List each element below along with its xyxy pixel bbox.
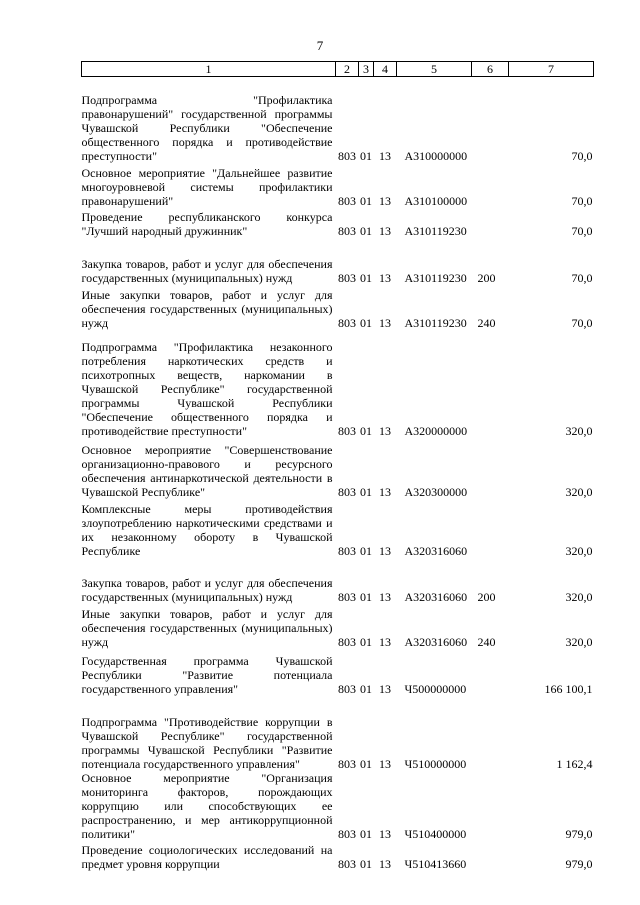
page-number: 7 <box>316 38 324 53</box>
row-vr <box>472 438 509 499</box>
row-pr: 13 <box>379 270 391 285</box>
table-row <box>82 330 594 438</box>
row-rz: 01 <box>360 270 372 285</box>
table-row <box>82 438 594 499</box>
table-row <box>82 285 594 330</box>
row-csr: А310119230 <box>404 270 467 285</box>
row-csr: А310119230 <box>404 223 467 238</box>
row-sum: 70,0 <box>571 270 593 285</box>
row-pr: 13 <box>379 484 391 499</box>
row-name: Проведение социологических исследований на предмет уровня коррупции <box>81 842 333 871</box>
row-csr: Ч510400000 <box>404 826 467 841</box>
row-vr <box>472 841 509 871</box>
row-rz: 01 <box>360 193 372 208</box>
row-sum: 320,0 <box>565 634 593 649</box>
row-rz: 01 <box>360 148 372 163</box>
row-vr <box>472 649 509 696</box>
row-pr: 13 <box>379 681 391 696</box>
row-pr: 13 <box>379 193 391 208</box>
row-csr: Ч500000000 <box>404 681 467 696</box>
row-csr: Ч510000000 <box>404 756 467 771</box>
row-rz: 01 <box>360 589 372 604</box>
row-csr: А320316060 <box>404 543 468 558</box>
header-col-2: 2 <box>336 62 359 77</box>
header-col-6: 6 <box>472 62 509 77</box>
row-rz: 01 <box>360 756 372 771</box>
row-pr: 13 <box>379 423 391 438</box>
budget-table <box>81 61 594 871</box>
row-pr: 13 <box>379 756 391 771</box>
row-vr <box>472 499 509 558</box>
row-vr <box>472 696 509 771</box>
table-row <box>82 604 594 649</box>
table-row <box>82 771 594 841</box>
row-pr: 13 <box>379 826 391 841</box>
row-grbs: 803 <box>338 589 356 604</box>
row-name: Государственная программа Чувашской Республики "Развитие потенциала государственного управления" <box>81 653 333 696</box>
row-vr <box>472 330 509 438</box>
row-rz: 01 <box>360 856 372 871</box>
row-name: Подпрограмма "Противодействие коррупции в Чувашской Республике" государственной программы Чувашской Республики "Развитие потенциала государственного управления" <box>81 714 333 771</box>
row-sum: 1 162,4 <box>556 756 593 771</box>
row-grbs: 803 <box>338 634 356 649</box>
row-csr: А310119230 <box>404 315 467 330</box>
row-csr: А320316060 <box>404 634 468 649</box>
row-vr <box>472 77 509 163</box>
table-header <box>82 62 594 77</box>
header-col-5: 5 <box>397 62 472 77</box>
row-name: Основное мероприятие "Организация мониторинга факторов, порождающих коррупцию или способствующих ее распространению, и мер антикоррупционной политики" <box>81 770 333 841</box>
row-rz: 01 <box>360 681 372 696</box>
row-csr: А320300000 <box>404 484 468 499</box>
row-pr: 13 <box>379 148 391 163</box>
row-pr: 13 <box>379 223 391 238</box>
table-row <box>82 77 594 163</box>
row-name: Закупка товаров, работ и услуг для обеспечения государственных (муниципальных) нужд <box>81 575 333 604</box>
row-vr: 200 <box>477 589 496 604</box>
row-vr <box>472 771 509 841</box>
row-rz: 01 <box>360 826 372 841</box>
row-sum: 166 100,1 <box>544 681 593 696</box>
row-rz: 01 <box>360 543 372 558</box>
row-name: Комплексные меры противодействия злоупотреблению наркотическими средствами и их незаконному обороту в Чувашской Республике <box>81 501 333 558</box>
row-grbs: 803 <box>338 681 356 696</box>
row-name: Проведение республиканского конкурса "Лучший народный дружинник" <box>81 209 333 238</box>
row-csr: А320000000 <box>404 423 468 438</box>
row-name: Подпрограмма "Профилактика незаконного потребления наркотических средств и психотропных веществ, наркомании в Чувашской Республике" государственной программы Чувашской Республики "Обеспечение общественного порядка и противодействие преступности" <box>81 339 333 438</box>
table-row <box>82 841 594 871</box>
row-sum: 320,0 <box>565 484 593 499</box>
row-grbs: 803 <box>338 756 356 771</box>
row-name: Подпрограмма "Профилактика правонарушений" государственной программы Чувашской Республики "Обеспечение общественного порядка и противодействие преступности" <box>81 92 333 163</box>
row-grbs: 803 <box>338 543 356 558</box>
header-col-7: 7 <box>509 62 594 77</box>
row-rz: 01 <box>360 315 372 330</box>
row-csr: Ч510413660 <box>404 856 467 871</box>
row-sum: 70,0 <box>571 223 593 238</box>
row-grbs: 803 <box>338 856 356 871</box>
row-pr: 13 <box>379 589 391 604</box>
header-col-4: 4 <box>374 62 397 77</box>
row-grbs: 803 <box>338 826 356 841</box>
row-grbs: 803 <box>338 423 356 438</box>
row-vr: 200 <box>477 270 496 285</box>
row-rz: 01 <box>360 223 372 238</box>
row-vr <box>472 208 509 238</box>
row-sum: 320,0 <box>565 543 593 558</box>
row-csr: А310100000 <box>404 193 468 208</box>
header-col-1: 1 <box>82 62 336 77</box>
row-csr: А310000000 <box>404 148 468 163</box>
row-vr: 240 <box>477 315 496 330</box>
row-grbs: 803 <box>338 223 356 238</box>
row-sum: 979,0 <box>565 826 593 841</box>
row-sum: 70,0 <box>571 148 593 163</box>
row-grbs: 803 <box>338 484 356 499</box>
table-row <box>82 499 594 558</box>
row-grbs: 803 <box>338 193 356 208</box>
row-pr: 13 <box>379 634 391 649</box>
row-pr: 13 <box>379 543 391 558</box>
row-sum: 320,0 <box>565 589 593 604</box>
row-sum: 979,0 <box>565 856 593 871</box>
header-col-3: 3 <box>359 62 374 77</box>
row-name: Основное мероприятие "Совершенствование организационно-правового и ресурсного обеспечения антинаркотической деятельности в Чувашской Республике" <box>81 442 333 499</box>
table-row <box>82 649 594 696</box>
row-rz: 01 <box>360 484 372 499</box>
row-pr: 13 <box>379 315 391 330</box>
row-name: Основное мероприятие "Дальнейшее развитие многоуровневой системы профилактики правонарушений" <box>81 165 333 208</box>
table-row <box>82 208 594 238</box>
row-sum: 320,0 <box>565 423 593 438</box>
row-name: Закупка товаров, работ и услуг для обеспечения государственных (муниципальных) нужд <box>81 256 333 285</box>
row-rz: 01 <box>360 634 372 649</box>
row-grbs: 803 <box>338 270 356 285</box>
table-row <box>82 238 594 285</box>
row-name: Иные закупки товаров, работ и услуг для обеспечения государственных (муниципальных) нужд <box>81 606 333 649</box>
row-csr: А320316060 <box>404 589 468 604</box>
row-grbs: 803 <box>338 148 356 163</box>
row-pr: 13 <box>379 856 391 871</box>
row-rz: 01 <box>360 423 372 438</box>
table-row <box>82 163 594 208</box>
table-row <box>82 558 594 604</box>
row-sum: 70,0 <box>571 315 593 330</box>
table-row <box>82 696 594 771</box>
row-name: Иные закупки товаров, работ и услуг для обеспечения государственных (муниципальных) нужд <box>81 287 333 330</box>
table-body <box>82 77 594 871</box>
row-vr: 240 <box>477 634 496 649</box>
row-grbs: 803 <box>338 315 356 330</box>
row-sum: 70,0 <box>571 193 593 208</box>
header-row <box>82 62 594 77</box>
row-vr <box>472 163 509 208</box>
